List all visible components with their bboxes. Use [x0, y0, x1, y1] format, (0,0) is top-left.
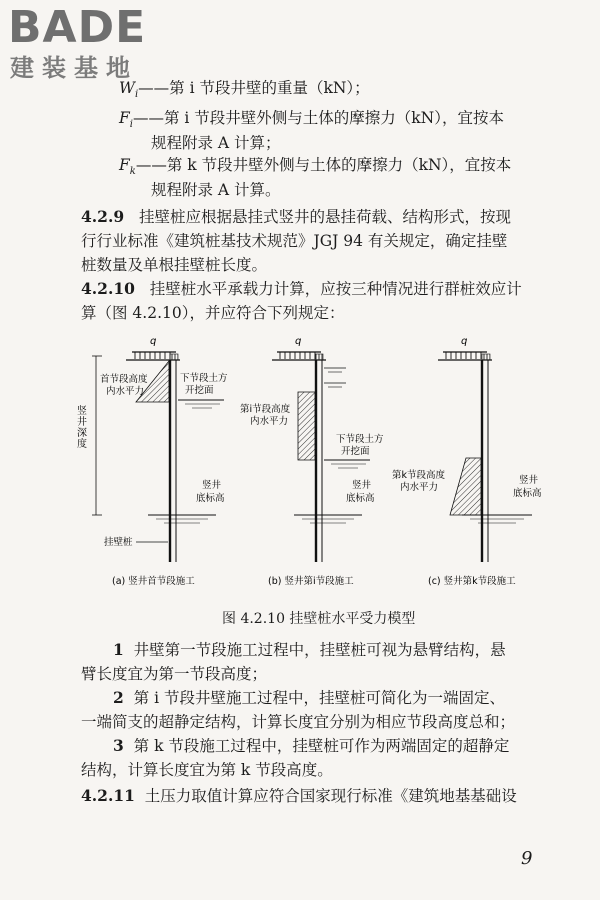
c-force-label-2: 内水平力 — [400, 482, 439, 493]
item-2-line1: 2 第 i 节段井壁施工过程中，挂壁桩可简化为一端固定、 — [113, 688, 505, 707]
item-3-line1: 3 第 k 节段施工过程中，挂壁桩可作为两端固定的超静定 — [113, 736, 510, 755]
def-wi: $W_i——$第 i 节段井壁的重量（kN）； — [119, 79, 370, 101]
def-fi-cont: 规程附录 A 计算； — [151, 134, 281, 152]
logo-subtitle: 建装基地 — [10, 54, 138, 82]
a-dig-label-2: 开挖面 — [185, 385, 214, 396]
c-force-label-1: 第k节段高度 — [392, 470, 446, 481]
panel-c — [392, 336, 542, 587]
clause-4211-number: 4.2.11 — [81, 786, 135, 805]
panel-a — [75, 336, 229, 587]
a-force-label-2: 内水平力 — [106, 386, 145, 397]
clause-429-line2: 行行业标准《建筑桩基技术规范》JGJ 94 有关规定，确定挂壁 — [81, 232, 508, 250]
item-2-line2: 一端简支的超静定结构，计算长度宜分别为相应节段高度总和； — [81, 713, 516, 731]
a-bottom-label-1: 竖井 — [202, 480, 222, 491]
panel-b — [240, 336, 384, 587]
item-1-line1: 1 井壁第一节段施工过程中，挂壁桩可视为悬臂结构，悬 — [113, 640, 506, 659]
figure-caption: 图 4.2.10 挂壁桩水平受力模型 — [222, 611, 416, 627]
item-1-number: 1 — [113, 640, 124, 659]
caption-c: (c) 竖井第k节段施工 — [428, 576, 516, 587]
pile-label: 挂壁桩 — [104, 537, 133, 548]
a-bottom-label-2: 底标高 — [196, 493, 225, 504]
item-1-line2: 臂长度宜为第一节段高度； — [81, 665, 268, 683]
b-bottom-label-1: 竖井 — [352, 480, 372, 491]
c-bottom-label-1: 竖井 — [519, 475, 539, 486]
def-fi: $F_i——$第 i 节段井壁外侧与土体的摩擦力（kN），宜按本 — [119, 109, 504, 131]
c-bottom-label-2: 底标高 — [513, 488, 542, 499]
clause-4211-line1: 4.2.11 土压力取值计算应符合国家现行标准《建筑地基基础设 — [81, 786, 517, 805]
clause-429-number: 4.2.9 — [81, 207, 125, 226]
clause-4210-number: 4.2.10 — [81, 279, 135, 298]
page-number: 9 — [521, 848, 533, 869]
a-dig-label-1: 下节段土方 — [180, 373, 228, 384]
def-fk-cont: 规程附录 A 计算。 — [151, 181, 281, 199]
figure-4-2-10 — [0, 330, 600, 605]
load-label-c: q — [461, 336, 468, 347]
b-force-label-2: 内水平力 — [250, 416, 289, 427]
b-dig-label-1: 下节段土方 — [336, 434, 384, 445]
clause-429-line3: 桩数量及单根挂壁桩长度。 — [81, 256, 268, 274]
item-3-line2: 结构，计算长度宜为第 k 节段高度。 — [81, 761, 333, 779]
load-label-a: q — [150, 336, 157, 347]
item-2-number: 2 — [113, 688, 124, 707]
load-label-b: q — [295, 336, 302, 347]
logo-wordmark: BADE — [8, 2, 147, 53]
b-force-label-1: 第i节段高度 — [240, 404, 291, 415]
b-bottom-label-2: 底标高 — [346, 493, 375, 504]
b-dig-label-2: 开挖面 — [341, 446, 370, 457]
a-force-label-1: 首节段高度 — [100, 374, 148, 385]
caption-b: (b) 竖井第i节段施工 — [268, 576, 354, 587]
caption-a: (a) 竖井首节段施工 — [112, 576, 195, 587]
depth-label: 竖井深度 — [74, 405, 86, 449]
def-fk: $F_k——$第 k 节段井壁外侧与土体的摩擦力（kN），宜按本 — [119, 156, 512, 178]
clause-429-line1: 4.2.9 挂壁桩应根据悬挂式竖井的悬挂荷载、结构形式，按现 — [81, 207, 511, 226]
item-3-number: 3 — [113, 736, 124, 755]
clause-4210-line2: 算（图 4.2.10），并应符合下列规定： — [81, 304, 345, 322]
clause-4210-line1: 4.2.10 挂壁桩水平承载力计算，应按三种情况进行群桩效应计 — [81, 279, 522, 298]
